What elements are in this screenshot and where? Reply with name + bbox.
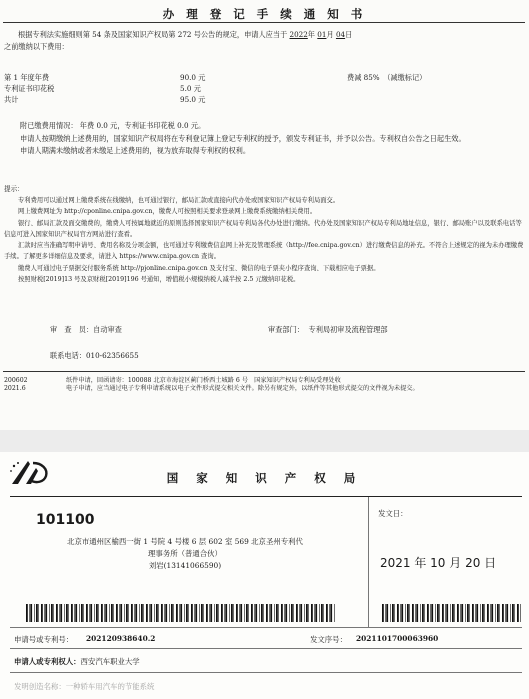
footer-notes bbox=[4, 377, 526, 394]
barcode-bar bbox=[397, 604, 399, 622]
address-line: 理事务所（普通合伙） bbox=[148, 549, 222, 558]
address-barcode bbox=[26, 604, 336, 622]
barcode-bar bbox=[281, 604, 283, 622]
footer-text: 电子申请，应当通过电子专利申请系统以电子文件形式提交相关文件。除另有规定外，以纸件等其他形式提交的文件视为未提交。 bbox=[66, 385, 419, 393]
app-number: 202120938640.2 bbox=[86, 634, 156, 643]
fee-name: 共计 bbox=[4, 95, 19, 104]
barcode-bar bbox=[231, 604, 233, 622]
barcode-bar bbox=[173, 604, 174, 622]
address-line: 北京市通州区榆西一街 1 号院 4 号楼 6 层 602 室 569 北京圣州专利代 bbox=[67, 537, 303, 546]
barcode-bar bbox=[306, 604, 308, 622]
barcode-bar bbox=[430, 604, 431, 622]
applicant-row bbox=[14, 656, 140, 667]
barcode-bar bbox=[296, 604, 298, 622]
barcode-bar bbox=[431, 604, 433, 622]
fee-amount: 95.0 元 bbox=[180, 95, 206, 104]
barcode-bar bbox=[497, 604, 499, 622]
barcode-bar bbox=[149, 604, 150, 622]
barcode-bar bbox=[94, 604, 95, 622]
barcode-bar bbox=[210, 604, 212, 622]
barcode-bar bbox=[29, 604, 30, 622]
barcode-bar bbox=[201, 604, 203, 622]
form-code: 2021.6 bbox=[4, 385, 26, 393]
barcode-bar bbox=[236, 604, 238, 622]
barcode-bar bbox=[266, 604, 268, 622]
barcode-bar bbox=[179, 604, 180, 622]
fee-table bbox=[4, 72, 525, 105]
barcode-bar bbox=[278, 604, 279, 622]
barcode-bar bbox=[176, 604, 178, 622]
form-code: 200602 bbox=[4, 377, 28, 384]
barcode-bar bbox=[270, 604, 272, 622]
barcode-bar bbox=[66, 604, 68, 622]
department: 审查部门： 专利局初审及流程管理部 bbox=[268, 325, 388, 334]
barcode-bar bbox=[79, 604, 80, 622]
barcode-bar bbox=[96, 604, 98, 622]
barcode-bar bbox=[255, 604, 257, 622]
applicant-label: 申请人或专利权人： bbox=[14, 657, 81, 666]
hint-item: 缴费人可通过电子票据交付服务系统 http://pjonline.cnipa.gov.cn 及支付宝、微信的电子票夹小程序查询、下载相应电子票据。 bbox=[18, 264, 380, 272]
barcode-bar bbox=[401, 604, 403, 622]
barcode-bar bbox=[38, 604, 39, 622]
barcode-bar bbox=[180, 604, 182, 622]
barcode-bar bbox=[427, 604, 429, 622]
barcode-bar bbox=[131, 604, 133, 622]
barcode-bar bbox=[330, 604, 332, 622]
barcode-bar bbox=[218, 604, 219, 622]
barcode-bar bbox=[74, 604, 75, 622]
recipient-address bbox=[10, 536, 360, 572]
barcode-bar bbox=[146, 604, 148, 622]
barcode-bar bbox=[225, 604, 227, 622]
barcode-bar bbox=[161, 604, 163, 622]
barcode-bar bbox=[442, 604, 444, 622]
serial-number: 2021101700063960 bbox=[356, 634, 439, 643]
barcode-bar bbox=[484, 604, 485, 622]
barcode-bar bbox=[412, 604, 414, 622]
barcode-bar bbox=[165, 604, 167, 622]
applicant-name: 西安汽车职业大学 bbox=[80, 657, 140, 666]
intro-text: 根据专利法实施细则第 54 条及国家知识产权局第 272 号公告的规定，申请人应当于 bbox=[18, 30, 288, 39]
barcode-bar bbox=[420, 604, 421, 622]
barcode-bar bbox=[300, 604, 302, 622]
barcode-bar bbox=[284, 604, 285, 622]
barcode-bar bbox=[424, 604, 425, 622]
barcode-bar bbox=[34, 604, 35, 622]
fee-discount: 费减 85% （减缴标记） bbox=[347, 73, 427, 82]
barcode-bar bbox=[517, 604, 519, 622]
barcode-bar bbox=[520, 604, 521, 622]
examiner: 审 查 员：自动审查 bbox=[50, 325, 122, 334]
barcode-bar bbox=[321, 604, 323, 622]
barcode-bar bbox=[45, 604, 47, 622]
barcode-bar bbox=[150, 604, 152, 622]
barcode-bar bbox=[224, 604, 225, 622]
barcode-bar bbox=[435, 604, 436, 622]
barcode-bar bbox=[109, 604, 110, 622]
barcode-bar bbox=[53, 604, 54, 622]
barcode-bar bbox=[81, 604, 83, 622]
barcode-bar bbox=[276, 604, 278, 622]
footer-row bbox=[4, 385, 526, 393]
barcode-bar bbox=[437, 604, 439, 622]
barcode-bar bbox=[128, 604, 129, 622]
barcode-bar bbox=[450, 604, 451, 622]
barcode-bar bbox=[254, 604, 255, 622]
barcode-bar bbox=[465, 604, 466, 622]
barcode-bar bbox=[315, 604, 317, 622]
barcode-bar bbox=[304, 604, 305, 622]
barcode-bar bbox=[386, 604, 388, 622]
barcode-bar bbox=[203, 604, 204, 622]
barcode-bar bbox=[439, 604, 440, 622]
barcode-bar bbox=[195, 604, 197, 622]
barcode-bar bbox=[64, 604, 65, 622]
barcode-bar bbox=[126, 604, 128, 622]
barcode-bar bbox=[116, 604, 118, 622]
hint-item: 按照财税[2019]13 号及京财税[2019]196 号通知，增值税小规模纳税人减半按 2.5 元缴纳印花税。 bbox=[18, 276, 300, 284]
barcode-bar bbox=[105, 604, 107, 622]
barcode-bar bbox=[461, 604, 463, 622]
app-number-label: 申请号或专利号： bbox=[14, 635, 74, 644]
barcode-bar bbox=[90, 604, 92, 622]
barcode-bar bbox=[101, 604, 103, 622]
notice-paragraphs bbox=[4, 133, 525, 156]
due-month: 01 bbox=[317, 30, 327, 39]
barcode-bar bbox=[75, 604, 77, 622]
barcode-bar bbox=[214, 604, 215, 622]
contact-phone: 联系电话：010-62356655 bbox=[50, 351, 139, 360]
barcode-bar bbox=[164, 604, 165, 622]
barcode-bar bbox=[83, 604, 84, 622]
barcode-bar bbox=[158, 604, 159, 622]
barcode-bar bbox=[291, 604, 293, 622]
barcode-bar bbox=[209, 604, 210, 622]
barcode-bar bbox=[246, 604, 248, 622]
barcode-bar bbox=[124, 604, 125, 622]
barcode-bar bbox=[382, 604, 384, 622]
barcode-bar bbox=[472, 604, 474, 622]
barcode-bar bbox=[206, 604, 208, 622]
barcode-bar bbox=[49, 604, 50, 622]
barcode-bar bbox=[98, 604, 99, 622]
hint-item: 网上缴费网址为 http://cponline.cnipa.gov.cn，缴费人可按照相关要求登录网上缴费系统缴纳相关费用。 bbox=[18, 208, 317, 216]
barcode-bar bbox=[134, 604, 135, 622]
paragraph: 申请人期满未缴纳或者未缴足上述费用的，视为放弃取得专利权的权利。 bbox=[20, 145, 251, 155]
barcode-bar bbox=[154, 604, 155, 622]
barcode-bar bbox=[480, 604, 481, 622]
row-rule bbox=[10, 648, 522, 649]
barcode-bar bbox=[143, 604, 144, 622]
column-divider bbox=[368, 497, 369, 627]
footer-text: 纸件申请，回函请寄：100088 北京市海淀区蓟门桥西土城路 6 号 国家知识产权局专利局受理处收 bbox=[66, 377, 341, 384]
barcode-bar bbox=[71, 604, 73, 622]
barcode-bar bbox=[514, 604, 515, 622]
barcode-bar bbox=[139, 604, 140, 622]
barcode-bar bbox=[269, 604, 270, 622]
barcode-bar bbox=[59, 604, 60, 622]
office-name: 国 家 知 识 产 权 局 bbox=[166, 471, 363, 485]
barcode-bar bbox=[89, 604, 90, 622]
barcode-bar bbox=[476, 604, 478, 622]
fee-name: 第 1 年度年费 bbox=[4, 73, 50, 82]
header-rule bbox=[10, 496, 522, 497]
barcode-bar bbox=[194, 604, 195, 622]
barcode-bar bbox=[490, 604, 491, 622]
barcode-bar bbox=[259, 604, 260, 622]
notice-title: 办 理 登 记 手 续 通 知 书 bbox=[162, 7, 367, 21]
barcode-bar bbox=[184, 604, 185, 622]
paragraph: 申请人按期缴纳上述费用的，国家知识产权局将在专利登记簿上登记专利权的授予，颁发专利证书，并予以公告。专利权自公告之日起生效。 bbox=[20, 134, 466, 143]
barcode-bar bbox=[505, 604, 506, 622]
barcode-bar bbox=[499, 604, 500, 622]
barcode-bar bbox=[460, 604, 461, 622]
barcode-bar bbox=[86, 604, 88, 622]
barcode-bar bbox=[26, 604, 28, 622]
barcode-bar bbox=[512, 604, 514, 622]
barcode-bar bbox=[248, 604, 249, 622]
barcode-bar bbox=[30, 604, 32, 622]
serial-label: 发文序号： bbox=[310, 635, 347, 644]
barcode-bar bbox=[261, 604, 263, 622]
barcode-bar bbox=[308, 604, 309, 622]
barcode-bar bbox=[44, 604, 45, 622]
barcode-bar bbox=[334, 604, 335, 622]
fee-name: 专利证书印花税 bbox=[4, 84, 55, 93]
barcode-bar bbox=[482, 604, 484, 622]
recipient-contact: 刘岩(13141066590) bbox=[148, 561, 222, 570]
barcode-bar bbox=[51, 604, 53, 622]
notice-intro: 根据专利法实施细则第 54 条及国家知识产权局第 272 号公告的规定，申请人应当于 2022年 01月 04日 之前缴纳以下费用： bbox=[4, 29, 525, 53]
due-year: 2022 bbox=[289, 30, 308, 39]
dispatch-date: 2021 年 10 月 20 日 bbox=[380, 556, 497, 570]
barcode-bar bbox=[156, 604, 158, 622]
barcode-bar bbox=[56, 604, 58, 622]
barcode-bar bbox=[329, 604, 330, 622]
fee-row bbox=[4, 83, 525, 94]
barcode-bar bbox=[41, 604, 43, 622]
barcode-bar bbox=[188, 604, 189, 622]
barcode-bar bbox=[405, 604, 406, 622]
barcode-bar bbox=[36, 604, 38, 622]
barcode-bar bbox=[216, 604, 218, 622]
barcode-bar bbox=[113, 604, 114, 622]
barcode-bar bbox=[285, 604, 287, 622]
barcode-bar bbox=[394, 604, 395, 622]
barcode-bar bbox=[495, 604, 496, 622]
barcode-bar bbox=[326, 604, 328, 622]
barcode-bar bbox=[469, 604, 470, 622]
footer-divider bbox=[3, 371, 525, 372]
barcode-bar bbox=[390, 604, 391, 622]
row-rule bbox=[10, 627, 522, 628]
top-divider bbox=[3, 22, 525, 23]
barcode-bar bbox=[233, 604, 234, 622]
barcode-bar bbox=[452, 604, 454, 622]
hint-item: 专利费用可以通过网上缴费系统在线缴纳，也可通过银行，邮局汇款或直接向代办处或国家知识产权局专利局面交。 bbox=[18, 197, 340, 204]
barcode-bar bbox=[319, 604, 320, 622]
barcode-bar bbox=[385, 604, 386, 622]
barcode-bar bbox=[502, 604, 504, 622]
fee-amount: 5.0 元 bbox=[180, 84, 201, 93]
invention-title-row: 发明创造名称：一种轿车用汽车的节能系统 bbox=[14, 682, 155, 691]
barcode-bar bbox=[416, 604, 418, 622]
barcode-bar bbox=[415, 604, 416, 622]
barcode-bar bbox=[171, 604, 173, 622]
barcode-bar bbox=[135, 604, 137, 622]
row-rule bbox=[10, 672, 522, 673]
barcode-bar bbox=[274, 604, 275, 622]
hint-item: 汇款时应当准确写明申请号、费用名称及分项金额，也可通过专利缴费信息网上补充及管理系统（http://fee.cnipa.gov.cn）进行缴费信息的补充。不符合上述规定的视为未办理缴费手续。了解更多详细信息及要求，请进入 https://www.cnipa.gov.cn 查询。 bbox=[4, 242, 524, 261]
barcode-bar bbox=[487, 604, 489, 622]
barcode-bar bbox=[445, 604, 446, 622]
page-gap bbox=[0, 430, 529, 452]
barcode-bar bbox=[323, 604, 324, 622]
barcode-bar bbox=[239, 604, 240, 622]
envelope-page bbox=[0, 452, 529, 699]
barcode-bar bbox=[240, 604, 242, 622]
barcode-bar bbox=[120, 604, 122, 622]
postcode: 101100 bbox=[36, 512, 95, 528]
paid-fees-line: 附已缴费用情况： 年费 0.0 元，专利证书印花税 0.0 元。 bbox=[20, 121, 206, 130]
barcode-bar bbox=[475, 604, 476, 622]
barcode-bar bbox=[111, 604, 113, 622]
hint-label: 提示： bbox=[4, 185, 24, 193]
fee-row bbox=[4, 94, 525, 105]
barcode-bar bbox=[400, 604, 401, 622]
barcode-bar bbox=[510, 604, 511, 622]
barcode-bar bbox=[491, 604, 493, 622]
barcode-bar bbox=[119, 604, 120, 622]
barcode-bar bbox=[191, 604, 193, 622]
barcode-bar bbox=[104, 604, 105, 622]
barcode-bar bbox=[457, 604, 459, 622]
barcode-bar bbox=[60, 604, 62, 622]
barcode-bar bbox=[422, 604, 424, 622]
barcode-bar bbox=[311, 604, 313, 622]
hint-item: 银行、邮局汇款及面交缴费的，缴费人可按属地就近的原则选择国家知识产权局专利局各代办处进行缴纳。代办处及国家知识产权局专利局地址信息，银行、邮局账户以及联系电话等信息可进入国家知识产权局官方网站进行查看。 bbox=[4, 219, 522, 238]
barcode-bar bbox=[169, 604, 170, 622]
barcode-bar bbox=[141, 604, 143, 622]
intro-line-2: 之前缴纳以下费用： bbox=[4, 42, 69, 51]
dispatch-date-label: 发文日： bbox=[378, 509, 408, 518]
fee-row bbox=[4, 72, 525, 83]
barcode-bar bbox=[467, 604, 469, 622]
due-day: 04 bbox=[335, 30, 346, 39]
barcode-bar bbox=[409, 604, 410, 622]
barcode-bar bbox=[392, 604, 394, 622]
hint-list bbox=[4, 195, 524, 285]
barcode-bar bbox=[229, 604, 230, 622]
barcode-bar bbox=[221, 604, 223, 622]
barcode-bar bbox=[289, 604, 290, 622]
barcode-bar bbox=[299, 604, 300, 622]
barcode-bar bbox=[293, 604, 294, 622]
barcode-bar bbox=[199, 604, 200, 622]
barcode-bar bbox=[68, 604, 69, 622]
barcode-bar bbox=[186, 604, 188, 622]
barcode-bar bbox=[244, 604, 245, 622]
barcode-bar bbox=[263, 604, 264, 622]
serial-barcode bbox=[382, 604, 522, 622]
barcode-bar bbox=[446, 604, 448, 622]
fee-amount: 90.0 元 bbox=[180, 73, 206, 82]
barcode-bar bbox=[407, 604, 409, 622]
barcode-bar bbox=[251, 604, 253, 622]
barcode-bar bbox=[314, 604, 315, 622]
barcode-bar bbox=[454, 604, 455, 622]
barcode-bar bbox=[506, 604, 508, 622]
